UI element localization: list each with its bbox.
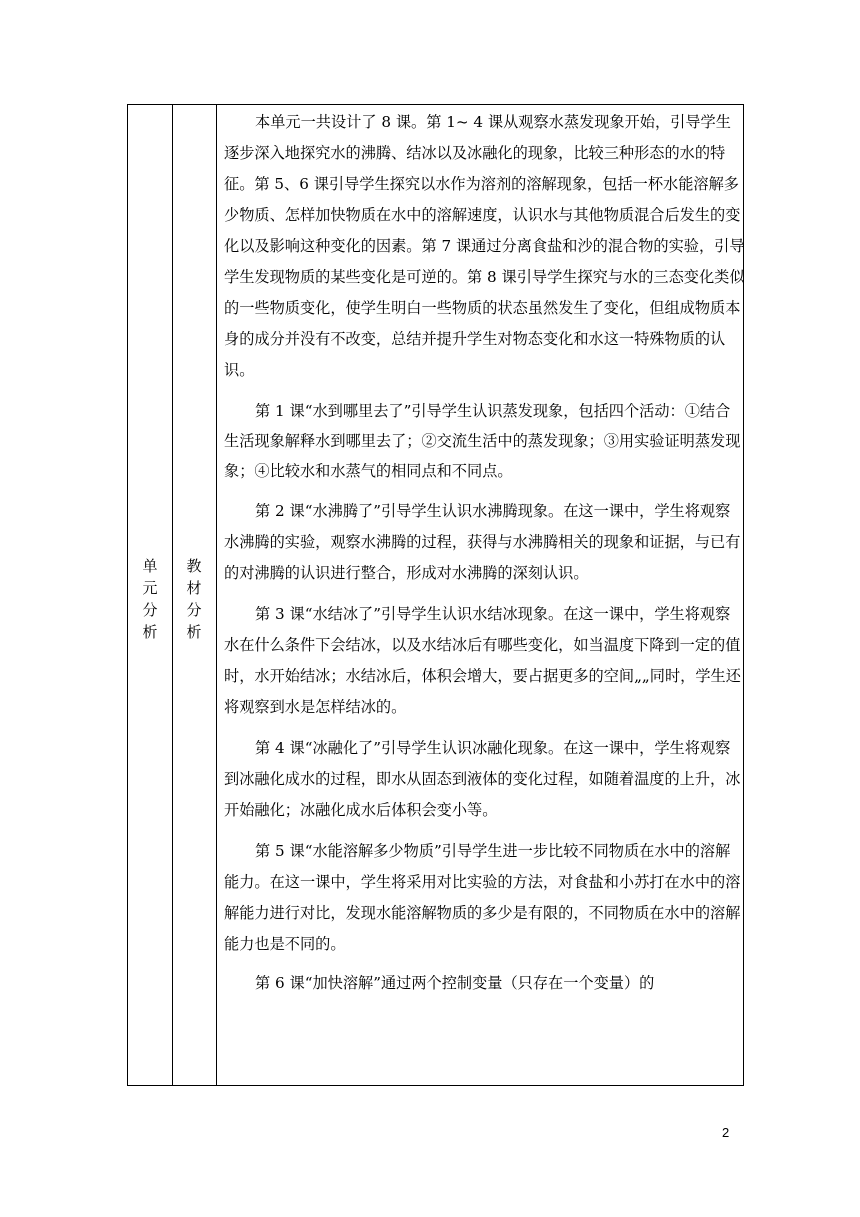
label-char: 单 (142, 557, 158, 575)
page-number: 2 (722, 1125, 730, 1140)
unit-analysis-label (128, 555, 172, 643)
material-analysis-label (172, 555, 216, 643)
label-char: 分 (142, 601, 158, 619)
analysis-content (224, 107, 745, 999)
paragraph-lesson-2: 第 2 课“水沸腾了”引导学生认识水沸腾现象。在这一课中，学生将观察水沸腾的实验，观察水沸腾的过程，获得与水沸腾相关的现象和证据，与已有的对沸腾的认识进行整合，形成对水沸腾的深刻认识。 (224, 502, 741, 582)
label-char: 元 (142, 579, 158, 597)
column-divider (216, 105, 217, 1085)
paragraph-lesson-4: 第 4 课“冰融化了”引导学生认识冰融化现象。在这一课中，学生将观察到冰融化成水的过程，即水从固态到液体的变化过程，如随着温度的上升，冰开始融化；冰融化成水后体积会变小等。 (224, 739, 741, 819)
label-char: 材 (186, 579, 202, 597)
paragraph-overview: 本单元一共设计了 8 课。第 1~ 4 课从观察水蒸发现象开始，引导学生逐步深入地探究水的沸腾、结冰以及冰融化的现象，比较三种形态的水的特征。第 5、6 课引导学生探究以水作为溶剂的溶解现象，包括一杯水能溶解多少物质、怎样加快物质在水中的溶解速度，认识水与其他物质混合后发生的变化以及影响这种变化的因素。第 7 课通过分离食盐和沙的混合物的实验，引导学生发现物质的某些变化是可逆的。第 8 课引导学生探究与水的三态变化类似的一些物质变化，使学生明白一些物质的状态虽然发生了变化，但组成物质本身的成分并没有不改变，总结并提升学生对物态变化和水这一特殊物质的认识。 (224, 113, 745, 379)
label-char: 教 (186, 557, 202, 575)
label-char: 析 (186, 623, 202, 641)
paragraph-lesson-5: 第 5 课“水能溶解多少物质”引导学生进一步比较不同物质在水中的溶解能力。在这一课中，学生将采用对比实验的方法，对食盐和小苏打在水中的溶解能力进行对比，发现水能溶解物质的多少是有限的，不同物质在水中的溶解能力也是不同的。 (224, 842, 741, 953)
label-char: 分 (186, 601, 202, 619)
label-char: 析 (142, 623, 158, 641)
paragraph-lesson-1: 第 1 课“水到哪里去了”引导学生认识蒸发现象，包括四个活动：①结合生活现象解释水到哪里去了；②交流生活中的蒸发现象；③用实验证明蒸发现象；④比较水和水蒸气的相同点和不同点。 (224, 402, 741, 480)
paragraph-lesson-3: 第 3 课“水结冰了”引导学生认识水结冰现象。在这一课中，学生将观察水在什么条件下会结冰，以及水结冰后有哪些变化，如当温度下降到一定的值时，水开始结冰；水结冰后，体积会增大，要占据更多的空间„„同时，学生还将观察到水是怎样结冰的。 (224, 605, 741, 716)
lesson-plan-table (127, 104, 744, 1086)
paragraph-lesson-6: 第 6 课“加快溶解”通过两个控制变量（只存在一个变量）的 (255, 974, 655, 992)
